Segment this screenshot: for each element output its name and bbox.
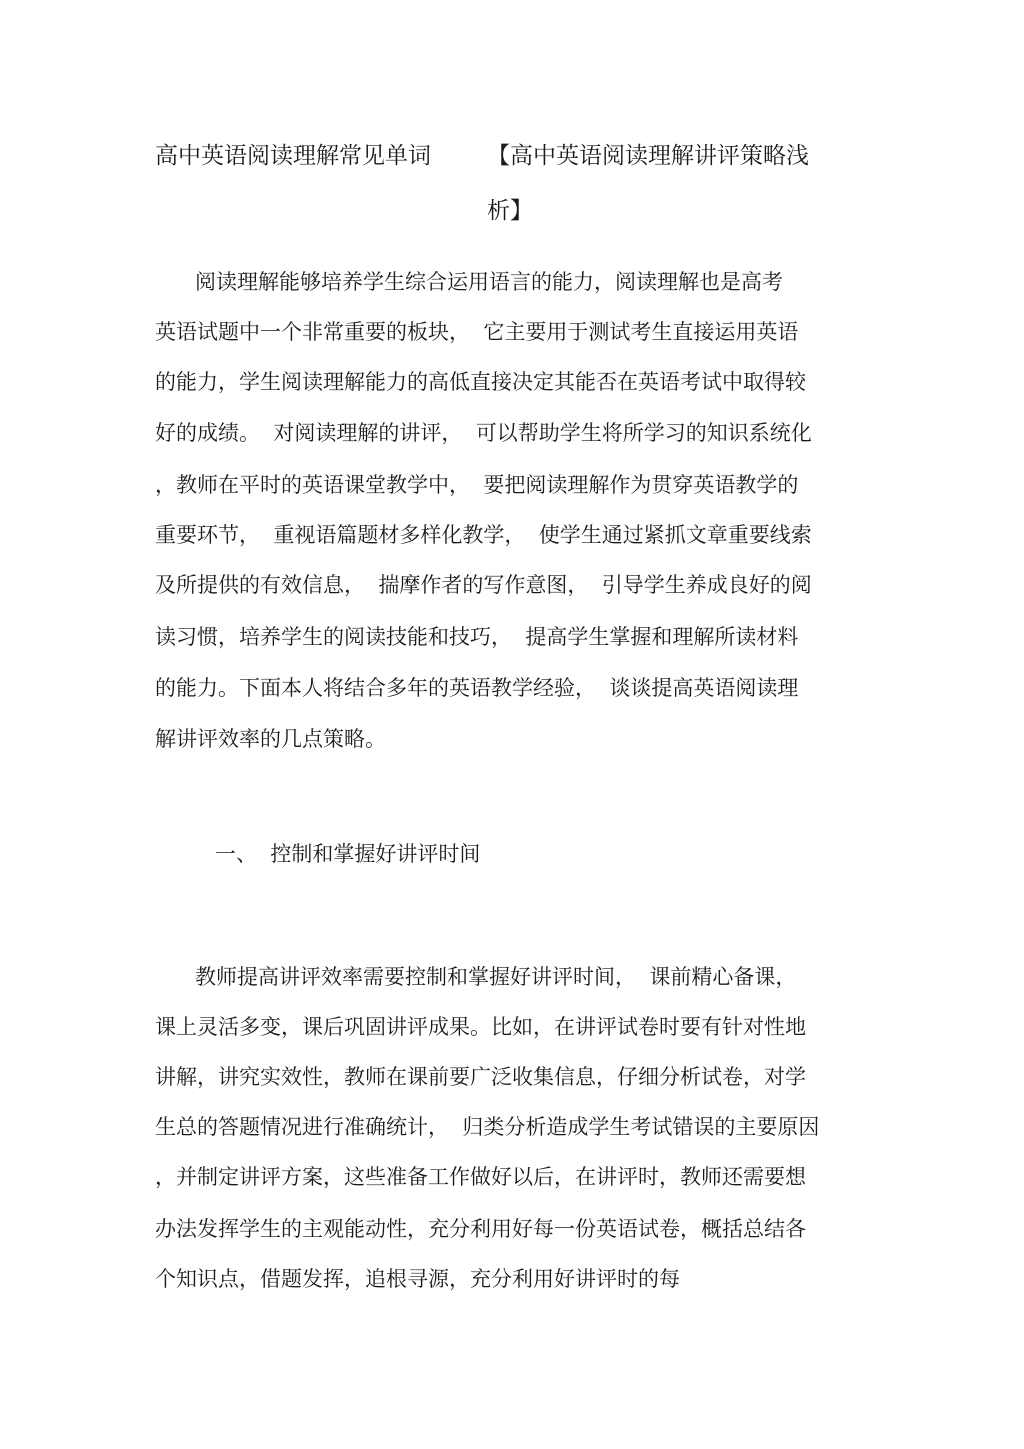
section-1-line: 生总的答题情况进行准确统计， 归类分析造成学生考试错误的主要原因 bbox=[155, 1115, 820, 1139]
title-part-1: 高中英语阅读理解常见单词 bbox=[155, 143, 431, 169]
intro-line: 的能力。下面本人将结合多年的英语教学经验， 谈谈提高英语阅读理 bbox=[155, 676, 799, 700]
intro-line: 读习惯，培养学生的阅读技能和技巧， 提高学生掌握和理解所读材料 bbox=[155, 625, 799, 649]
section-1-line: 办法发挥学生的主观能动性，充分利用好每一份英语试卷，概括总结各 bbox=[155, 1217, 806, 1241]
intro-line: 英语试题中一个非常重要的板块， 它主要用于测试考生直接运用英语 bbox=[155, 320, 799, 344]
section-1-line: 讲解，讲究实效性，教师在课前要广泛收集信息，仔细分析试卷，对学 bbox=[155, 1065, 806, 1089]
intro-line: 阅读理解能够培养学生综合运用语言的能力，阅读理解也是高考 bbox=[155, 270, 784, 294]
intro-line: 重要环节， 重视语篇题材多样化教学， 使学生通过紧抓文章重要线索 bbox=[155, 523, 812, 547]
title-part-2-line-2: 析】 bbox=[487, 198, 533, 224]
intro-line: 解讲评效率的几点策略。 bbox=[155, 727, 386, 751]
section-1-heading: 一、 控制和掌握好讲评时间 bbox=[215, 842, 481, 866]
title-part-2-line-1: 【高中英语阅读理解讲评策略浅 bbox=[487, 143, 809, 169]
intro-line: ，教师在平时的英语课堂教学中， 要把阅读理解作为贯穿英语教学的 bbox=[155, 473, 799, 497]
section-1-line: 课上灵活多变，课后巩固讲评成果。比如，在讲评试卷时要有针对性地 bbox=[155, 1015, 806, 1039]
intro-line: 好的成绩。 对阅读理解的讲评， 可以帮助学生将所学习的知识系统化 bbox=[155, 421, 812, 445]
section-1-line: 教师提高讲评效率需要控制和掌握好讲评时间， 课前精心备课， bbox=[155, 965, 797, 989]
section-1-line: ，并制定讲评方案，这些准备工作做好以后，在讲评时，教师还需要想 bbox=[155, 1165, 806, 1189]
section-1-line: 个知识点，借题发挥，追根寻源，充分利用好讲评时的每 bbox=[155, 1267, 680, 1291]
intro-line: 及所提供的有效信息， 揣摩作者的写作意图， 引导学生养成良好的阅 bbox=[155, 573, 812, 597]
intro-line: 的能力，学生阅读理解能力的高低直接决定其能否在英语考试中取得较 bbox=[155, 370, 806, 394]
